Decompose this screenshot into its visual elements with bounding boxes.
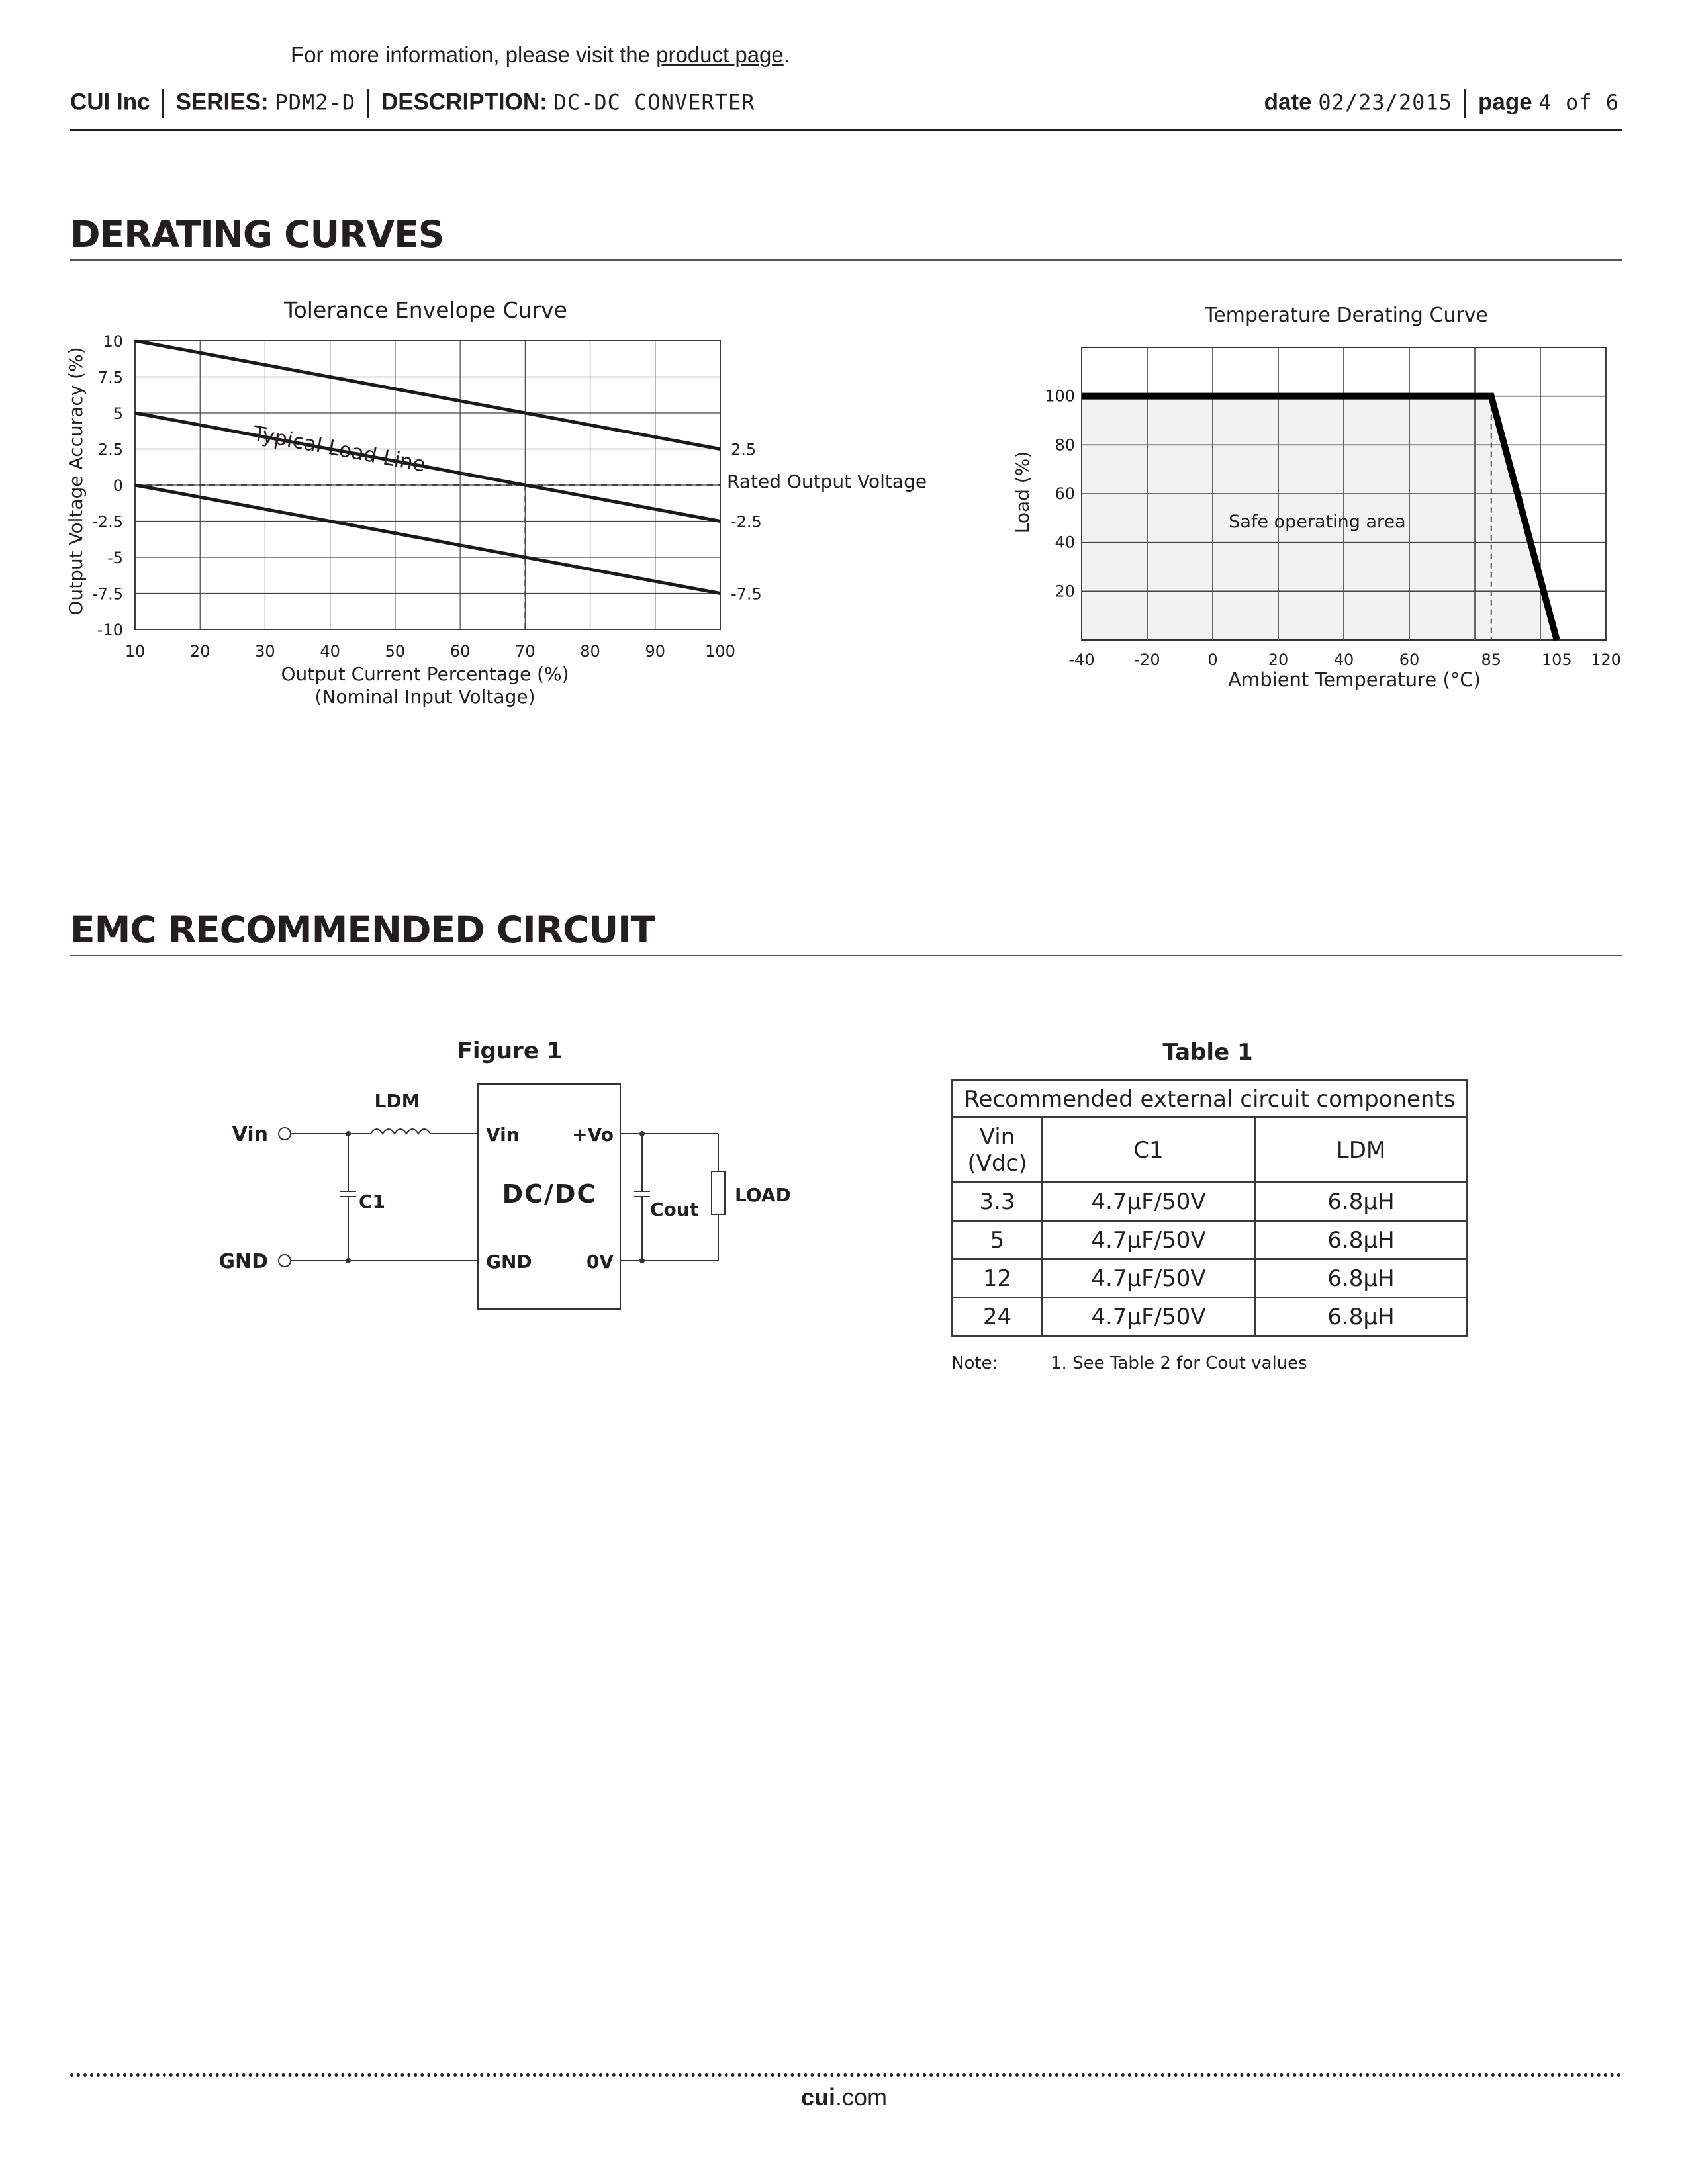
cout-label: Cout — [650, 1199, 699, 1220]
end-label: -2.5 — [731, 512, 762, 531]
cell-vin: 3.3 — [953, 1183, 1043, 1221]
x-tick-label: 100 — [705, 642, 735, 660]
y-tick-label: 20 — [1055, 582, 1075, 601]
product-page-link[interactable]: product page — [656, 42, 784, 67]
x-tick-label: 0 — [1207, 651, 1218, 669]
footer-website[interactable] — [0, 2083, 1688, 2111]
y-tick-label: -10 — [97, 621, 123, 639]
table-header-row — [953, 1118, 1468, 1183]
header-divider — [367, 89, 369, 118]
info-note-text: For more information, please visit the — [291, 42, 657, 67]
header-divider — [162, 89, 164, 118]
tolerance-envelope-chart — [60, 285, 947, 715]
x-axis-label-2: (Nominal Input Voltage) — [314, 686, 536, 707]
header-rule — [70, 129, 1622, 131]
series-line — [135, 413, 720, 522]
y-tick-label: 0 — [113, 477, 123, 495]
header-ldm: LDM — [1255, 1118, 1468, 1183]
x-tick-label: 10 — [124, 642, 146, 660]
date-value: 02/23/2015 — [1318, 89, 1452, 115]
components-table — [951, 1079, 1468, 1337]
header-vin-line1: Vin — [979, 1123, 1015, 1150]
section-title-derating: DERATING CURVES — [70, 213, 444, 255]
x-tick-label: 40 — [320, 642, 340, 660]
chart-series — [135, 341, 720, 594]
x-tick-label: 60 — [449, 642, 471, 660]
cell-c1: 4.7µF/50V — [1043, 1221, 1255, 1259]
emc-circuit-diagram — [212, 1029, 821, 1320]
x-axis-label: Ambient Temperature (°C) — [1228, 668, 1481, 691]
header-divider — [1464, 89, 1466, 118]
header-right — [1264, 89, 1619, 118]
end-labels — [731, 441, 762, 604]
header-left — [70, 89, 755, 118]
cell-vin: 12 — [953, 1259, 1043, 1298]
series-label: SERIES: — [175, 89, 269, 115]
circuit-junctions — [346, 1131, 645, 1263]
table-title: Table 1 — [1162, 1039, 1253, 1066]
page-value: 4 of 6 — [1538, 89, 1619, 115]
end-label: 2.5 — [731, 440, 757, 459]
vin-terminal-label: Vin — [232, 1123, 268, 1146]
table-caption: Recommended external circuit components — [953, 1081, 1468, 1118]
table-row — [953, 1298, 1468, 1336]
y-tick-label: 5 — [113, 404, 123, 423]
figure-title: Figure 1 — [457, 1038, 563, 1064]
series-line — [135, 341, 720, 449]
x-tick-label: 30 — [255, 642, 275, 660]
y-tick-label: 2.5 — [97, 440, 123, 459]
cell-c1: 4.7µF/50V — [1043, 1259, 1255, 1298]
c1-label: C1 — [359, 1191, 386, 1212]
x-tick-labels — [1068, 651, 1621, 669]
header-vin-line2: (Vdc) — [967, 1150, 1027, 1177]
safe-operating-area-label: Safe operating area — [1229, 512, 1406, 532]
x-tick-label: -20 — [1134, 651, 1160, 669]
x-tick-label: 70 — [515, 642, 536, 660]
x-tick-label: 20 — [1268, 651, 1289, 669]
y-tick-label: -5 — [107, 549, 123, 567]
table-note-text: 1. See Table 2 for Cout values — [1051, 1353, 1307, 1373]
y-tick-label: 10 — [103, 332, 123, 351]
footer-rule — [70, 2073, 1622, 2077]
module-gnd-label: GND — [486, 1251, 532, 1273]
x-tick-label: 60 — [1399, 651, 1420, 669]
section-title-emc: EMC RECOMMENDED CIRCUIT — [70, 909, 655, 951]
series-line — [135, 485, 720, 594]
cell-vin: 5 — [953, 1221, 1043, 1259]
x-tick-label: 20 — [189, 642, 211, 660]
info-note-end: . — [783, 42, 790, 67]
rated-output-voltage-label: Rated Output Voltage — [727, 471, 927, 492]
y-tick-label: 60 — [1055, 484, 1075, 503]
load-label: LOAD — [735, 1184, 791, 1206]
header-c1: C1 — [1043, 1118, 1255, 1183]
cell-vin: 24 — [953, 1298, 1043, 1336]
y-axis-label: Output Voltage Accuracy (%) — [65, 347, 87, 615]
y-axis-label: Load (%) — [1011, 451, 1033, 534]
ldm-label: LDM — [374, 1090, 420, 1112]
chart-title: Tolerance Envelope Curve — [284, 297, 567, 323]
x-tick-label: 80 — [580, 642, 600, 660]
x-tick-label: 90 — [645, 642, 666, 660]
y-tick-label: 7.5 — [97, 368, 123, 387]
header-vin — [953, 1118, 1043, 1183]
cell-c1: 4.7µF/50V — [1043, 1183, 1255, 1221]
y-tick-label: 80 — [1055, 435, 1075, 455]
chart-title: Temperature Derating Curve — [1204, 304, 1489, 327]
series-value: PDM2-D — [275, 89, 355, 115]
footer-website-bold: cui — [800, 2083, 835, 2111]
date-label: date — [1264, 89, 1312, 115]
y-tick-labels — [92, 332, 123, 639]
module-0v-label: 0V — [586, 1251, 614, 1273]
x-tick-label: 85 — [1481, 651, 1502, 669]
module-name-label: DC/DC — [502, 1179, 597, 1208]
cell-ldm: 6.8µH — [1255, 1298, 1468, 1336]
gnd-terminal-label: GND — [218, 1250, 268, 1273]
x-tick-label: 120 — [1591, 651, 1621, 669]
x-axis-label: Output Current Percentage (%) — [281, 663, 569, 685]
cell-c1: 4.7µF/50V — [1043, 1298, 1255, 1336]
description-label: DESCRIPTION: — [381, 89, 547, 115]
module-vo-label: +Vo — [572, 1124, 614, 1146]
end-label: -7.5 — [731, 584, 762, 604]
y-tick-label: 40 — [1055, 533, 1075, 552]
table-row — [953, 1259, 1468, 1298]
table-row — [953, 1221, 1468, 1259]
section-rule — [70, 955, 1622, 956]
cell-ldm: 6.8µH — [1255, 1221, 1468, 1259]
y-tick-label: 100 — [1045, 387, 1075, 406]
section-rule — [70, 259, 1622, 261]
cell-ldm: 6.8µH — [1255, 1183, 1468, 1221]
y-tick-labels — [1045, 387, 1075, 601]
x-tick-label: 40 — [1333, 651, 1354, 669]
table-note-label: Note: — [951, 1353, 998, 1373]
description-value: DC-DC CONVERTER — [553, 89, 755, 115]
typical-load-line-label: Typical Load Line — [251, 422, 428, 477]
y-tick-label: -7.5 — [92, 584, 123, 604]
page-label: page — [1477, 89, 1532, 115]
company-name: CUI Inc — [70, 89, 150, 115]
y-tick-label: -2.5 — [92, 512, 123, 531]
cell-ldm: 6.8µH — [1255, 1259, 1468, 1298]
x-tick-label: 105 — [1541, 651, 1572, 669]
footer-website-rest: .com — [835, 2083, 888, 2111]
info-note — [0, 42, 1080, 68]
temperature-derating-chart — [1000, 291, 1622, 715]
x-tick-label: -40 — [1068, 651, 1095, 669]
x-tick-label: 50 — [385, 642, 406, 660]
table-row — [953, 1183, 1468, 1221]
x-tick-labels — [125, 642, 735, 660]
module-vin-label: Vin — [486, 1124, 520, 1146]
